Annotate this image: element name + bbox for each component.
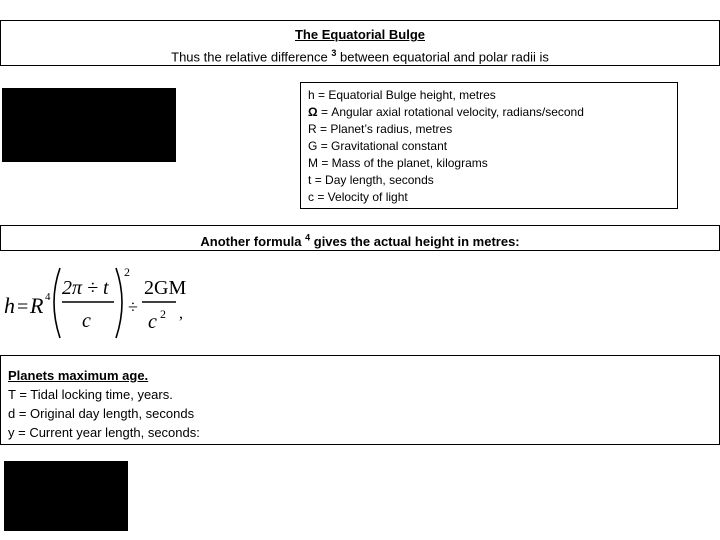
formula-equals: = — [17, 296, 29, 318]
variable-legend — [300, 82, 678, 209]
legend-text: = Angular axial rotational velocity, radians/second — [320, 105, 584, 119]
legend-text: = Planet’s radius, metres — [320, 122, 453, 136]
formula-exponent-4: 4 — [45, 291, 51, 303]
legend-symbol: h — [308, 88, 315, 102]
legend-row — [308, 155, 677, 172]
formula-exponent-2b: 2 — [160, 307, 166, 321]
formula-numerator-2: 2GM — [144, 277, 187, 299]
header-box — [0, 20, 720, 66]
redacted-formula-image-2 — [4, 461, 128, 531]
formula-title-box — [0, 225, 720, 251]
formula-title-before: Another formula — [200, 234, 302, 250]
reference-4: 4 — [305, 233, 311, 243]
bulge-height-formula — [4, 262, 204, 342]
legend-symbol: t — [308, 173, 312, 187]
right-paren-icon — [116, 268, 122, 338]
legend-text: = Gravitational constant — [320, 139, 448, 153]
formula-lhs: h — [4, 293, 15, 318]
legend-symbol: G — [308, 139, 318, 153]
header-text-after: between equatorial and polar radii is — [339, 49, 549, 65]
formula-numerator-1: 2π ÷ t — [62, 277, 109, 299]
legend-row — [308, 104, 677, 121]
formula-title-after: gives the actual height in metres: — [313, 234, 520, 250]
legend-row — [308, 138, 677, 155]
legend-text: = Mass of the planet, kilograms — [321, 156, 488, 170]
header-subtitle — [1, 44, 719, 66]
legend-row — [308, 189, 677, 206]
formula-denominator-2: c — [148, 311, 157, 333]
legend-text: = Day length, seconds — [314, 173, 434, 187]
legend-row — [308, 172, 677, 189]
legend-row — [308, 121, 677, 138]
header-text-before: Thus the relative difference — [171, 49, 328, 65]
left-paren-icon — [54, 268, 60, 338]
redacted-formula-image — [2, 88, 176, 162]
legend-symbol: c — [308, 190, 314, 204]
legend-symbol: Ω — [308, 105, 318, 119]
planet-age-title: Planets maximum age. — [8, 368, 149, 383]
legend-text: = Equatorial Bulge height, metres — [318, 88, 496, 102]
legend-symbol: R — [308, 122, 317, 136]
age-line: d = Original day length, seconds — [8, 406, 195, 421]
formula-exponent-2a: 2 — [124, 265, 130, 279]
legend-symbol: M — [308, 156, 318, 170]
legend-row — [308, 87, 677, 104]
formula-comma: , — [179, 305, 183, 322]
age-line: y = Current year length, seconds: — [8, 425, 200, 440]
formula-radius: R — [30, 293, 44, 318]
formula-graphic — [4, 262, 204, 342]
legend-text: = Velocity of light — [317, 190, 408, 204]
formula-denominator-1: c — [82, 310, 91, 332]
section-title: The Equatorial Bulge — [294, 27, 425, 42]
age-line: T = Tidal locking time, years. — [8, 387, 173, 402]
planet-age-box — [0, 355, 720, 445]
formula-divide: ÷ — [128, 297, 138, 317]
reference-3: 3 — [331, 48, 337, 58]
